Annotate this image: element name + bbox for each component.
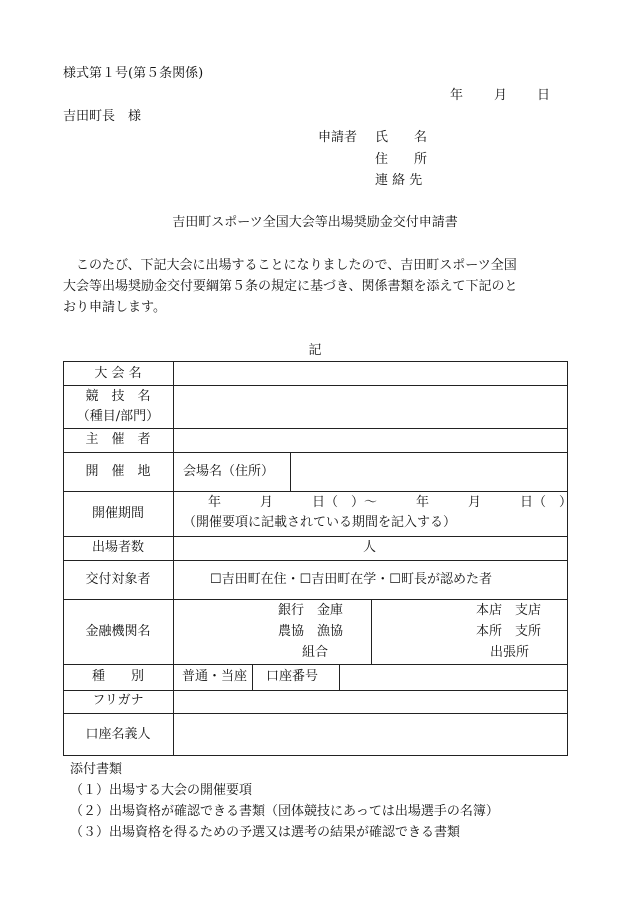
form-number: 様式第１号(第５条関係)	[63, 66, 204, 81]
account-type-value: 普通・当座	[182, 669, 248, 684]
bank-label: 金融機関名	[85, 624, 151, 639]
period-label: 開催期間	[91, 506, 144, 521]
ki-label: 記	[308, 343, 322, 358]
period-dates: 年 月 日（ ）〜 年 月 日（ ）	[208, 495, 573, 510]
document-title: 吉田町スポーツ全国大会等出場奨励金交付申請書	[172, 215, 458, 230]
bank-type-2: 農協 漁協	[278, 624, 344, 639]
body-line-2: 大会等出場奨励金交付要綱第５条の規定に基づき、関係書類を添えて下記のと	[63, 279, 518, 294]
account-number-label: 口座番号	[266, 669, 319, 684]
account-holder-label: 口座名義人	[85, 727, 151, 742]
body-line-1: このたび、下記大会に出場することになりましたので、吉田町スポーツ全国	[63, 258, 517, 273]
body-line-3: おり申請します。	[63, 300, 166, 315]
branch-type-2: 本所 支所	[476, 624, 542, 639]
recipient: 吉田町長 様	[63, 109, 142, 124]
applicant-label: 申請者	[318, 130, 358, 145]
venue-label: 開 催 地	[85, 464, 151, 479]
participants-label: 出場者数	[91, 540, 144, 555]
eligibility-options: ☐吉田町在住・☐吉田町在学・☐町長が認めた者	[210, 572, 492, 587]
applicant-name-label: 氏 名	[375, 130, 428, 145]
applicant-contact-label: 連 絡 先	[375, 173, 423, 188]
bank-type-3: 組合	[302, 645, 329, 660]
period-note: （開催要項に記載されている期間を記入する）	[183, 515, 457, 530]
attachments-header: 添付書類	[70, 762, 123, 777]
venue-sub-label: 会場名（住所）	[183, 464, 275, 479]
attachment-item-2: （２）出場資格が確認できる書類（団体競技にあっては出場選手の名簿）	[70, 804, 499, 819]
date-month: 月	[494, 88, 508, 103]
event-name-label: 大 会 名	[94, 366, 142, 381]
sport-category-label: （種目/部門）	[76, 409, 160, 424]
eligibility-label: 交付対象者	[85, 572, 151, 587]
applicant-address-label: 住 所	[375, 152, 428, 167]
attachment-item-3: （３）出場資格を得るための予選又は選考の結果が確認できる書類	[70, 825, 461, 840]
branch-type-3: 出張所	[490, 645, 530, 660]
furigana-label: フリガナ	[92, 693, 144, 708]
organizer-label: 主 催 者	[85, 432, 151, 447]
branch-type-1: 本店 支店	[476, 603, 542, 618]
sport-name-label: 競 技 名	[85, 389, 151, 404]
attachment-item-1: （１）出場する大会の開催要項	[70, 783, 253, 798]
bank-type-1: 銀行 金庫	[278, 603, 344, 618]
date-day: 日	[537, 88, 551, 103]
account-type-label: 種 別	[91, 669, 144, 684]
date-year: 年	[450, 88, 464, 103]
participants-unit: 人	[363, 540, 377, 555]
